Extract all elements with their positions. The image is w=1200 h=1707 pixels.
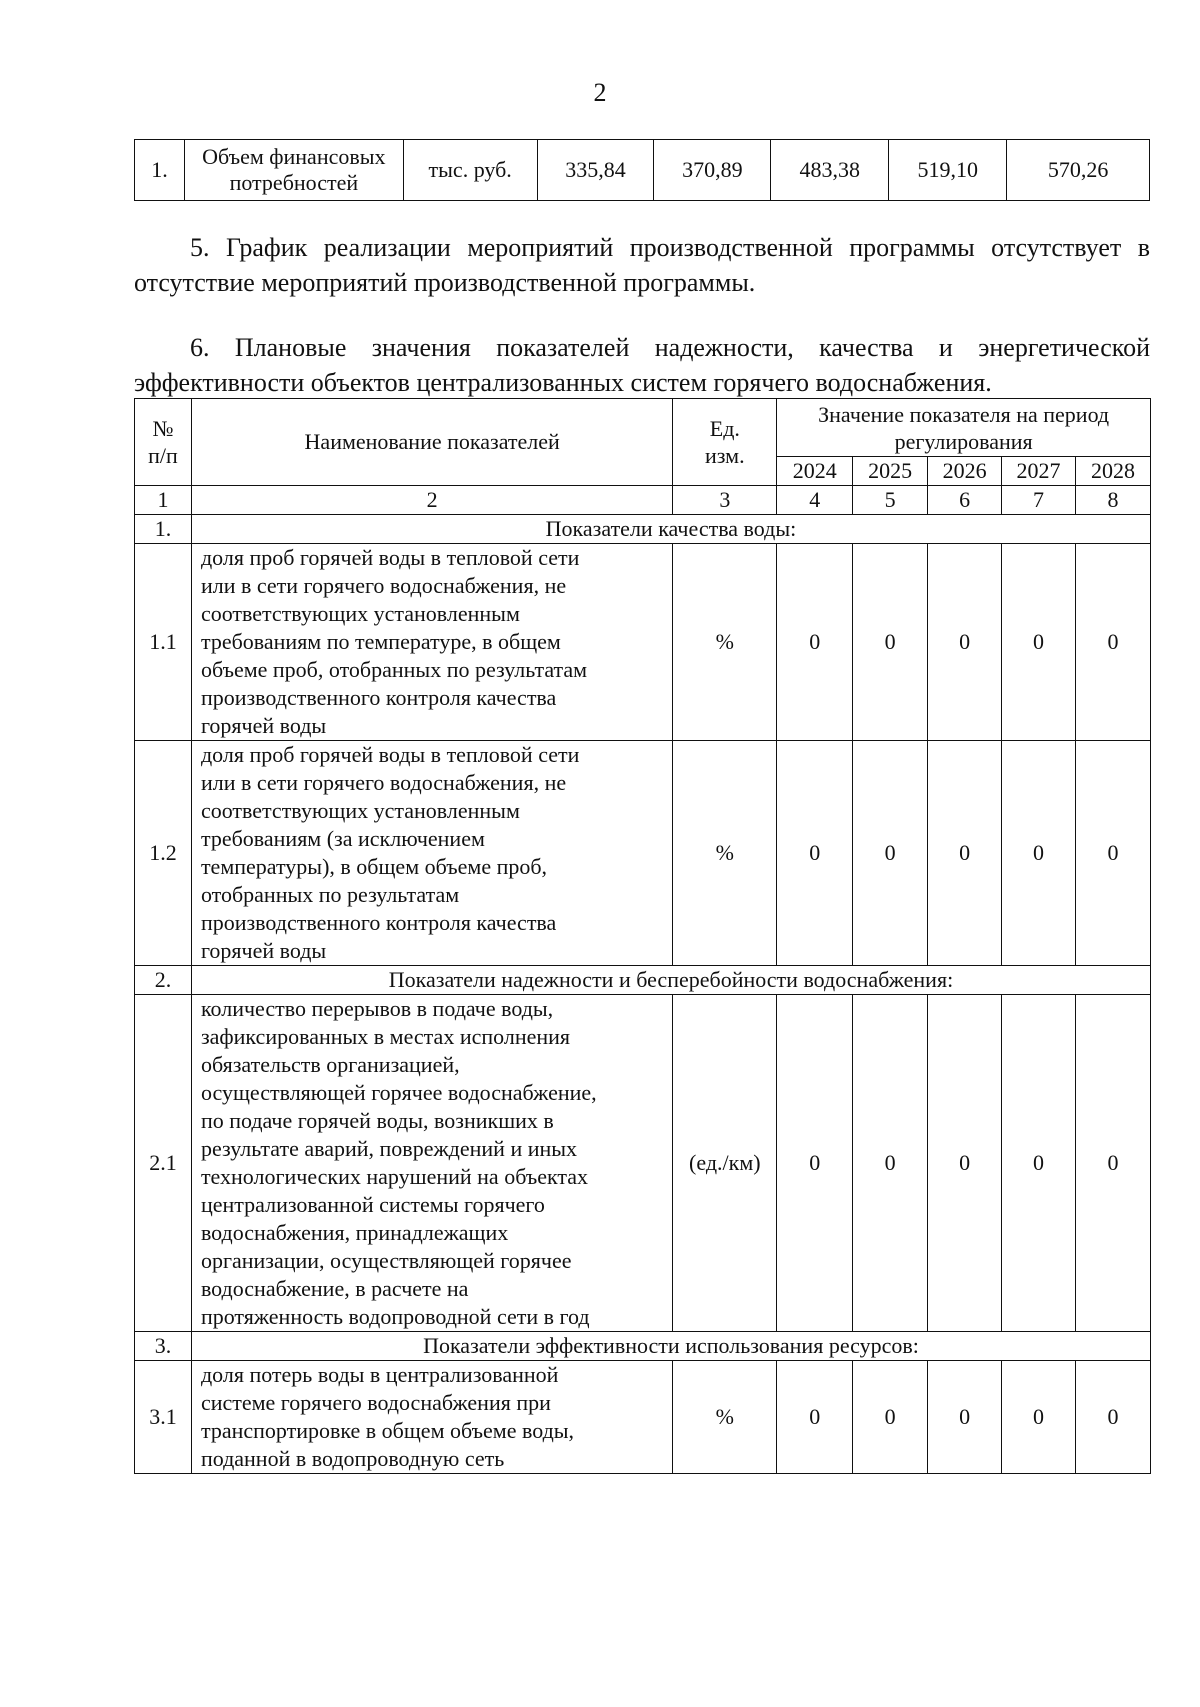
section-title: Показатели эффективности использования ресурсов:	[191, 1332, 1150, 1361]
header-period-line: Значение показателя на период	[818, 401, 1110, 427]
header-number-line: №	[152, 416, 174, 441]
indicator-description-line: поданной в водопроводную сеть	[200, 1446, 505, 1471]
indicator-description-line: температуры), в общем объеме проб,	[200, 854, 548, 879]
column-number: 5	[853, 486, 928, 515]
indicator-description-line: системе горячего водоснабжения при	[200, 1390, 551, 1415]
indicator-value: 0	[928, 1361, 1002, 1474]
indicator-description-line: протяженность водопроводной сети в год	[200, 1304, 590, 1329]
indicator-value: 0	[853, 544, 928, 741]
indicator-value: 0	[928, 741, 1002, 966]
indicators-table	[134, 398, 1151, 1474]
indicator-value: 0	[1002, 1361, 1076, 1474]
page-number: 2	[593, 78, 607, 107]
indicator-row	[135, 1361, 1151, 1474]
paragraph-5	[134, 230, 1150, 300]
indicator-value: 0	[1076, 1361, 1151, 1474]
indicator-value: 0	[928, 995, 1002, 1332]
indicators-table-body	[135, 399, 1151, 1474]
section-number: 3.	[135, 1332, 192, 1361]
indicator-description-line: транспортировке в общем объеме воды,	[200, 1418, 575, 1443]
column-number: 2	[191, 486, 672, 515]
indicator-description-line: соответствующих установленным	[200, 601, 520, 626]
header-unit-line: Ед.	[709, 416, 740, 441]
column-number: 7	[1002, 486, 1076, 515]
indicator-value: 0	[777, 741, 853, 966]
column-number: 4	[777, 486, 853, 515]
header-unit	[673, 399, 777, 486]
value-cell: 483,38	[771, 140, 889, 201]
indicator-value: 0	[1002, 995, 1076, 1332]
indicator-description-line: доля потерь воды в централизованной	[200, 1362, 559, 1387]
section-number: 1.	[135, 515, 192, 544]
indicator-unit: (ед./км)	[673, 995, 777, 1332]
indicator-description-line: по подаче горячей воды, возникших в	[200, 1108, 554, 1133]
indicator-value: 0	[1076, 544, 1151, 741]
indicator-value: 0	[1002, 741, 1076, 966]
indicator-description-line: зафиксированных в местах исполнения	[200, 1024, 571, 1049]
row-name	[184, 140, 403, 201]
column-numbers-row	[135, 486, 1151, 515]
indicator-value: 0	[777, 995, 853, 1332]
indicator-value: 0	[853, 995, 928, 1332]
indicator-description-line: производственного контроля качества	[200, 685, 557, 710]
indicator-description-line: технологических нарушений на объектах	[200, 1164, 589, 1189]
indicator-unit: %	[673, 741, 777, 966]
row-number: 1.	[135, 140, 185, 201]
header-name: Наименование показателей	[191, 399, 672, 486]
header-year: 2028	[1076, 457, 1151, 486]
indicator-description-line: отобранных по результатам	[200, 882, 460, 907]
paragraph-6	[134, 330, 1150, 400]
section-title: Показатели качества воды:	[191, 515, 1150, 544]
header-year: 2026	[928, 457, 1002, 486]
indicator-description-line: осуществляющей горячее водоснабжение,	[200, 1080, 597, 1105]
indicator-value: 0	[928, 544, 1002, 741]
indicator-description-line: или в сети горячего водоснабжения, не	[200, 573, 567, 598]
header-row	[135, 399, 1151, 457]
indicator-description-line: количество перерывов в подаче воды,	[200, 996, 554, 1021]
indicator-description-line: водоснабжение, в расчете на	[200, 1276, 469, 1301]
header-period-line: регулирования	[894, 428, 1033, 454]
column-number: 8	[1076, 486, 1151, 515]
table-row	[135, 140, 1150, 201]
indicator-description-line: требованиям (за исключением	[200, 826, 485, 851]
row-name-line: Объем финансовых	[202, 144, 386, 169]
indicator-row	[135, 741, 1151, 966]
indicator-description-line: централизованной системы горячего	[200, 1192, 545, 1217]
indicator-description-line: водоснабжения, принадлежащих	[200, 1220, 509, 1245]
indicator-description-line: организации, осуществляющей горячее	[200, 1248, 572, 1273]
section-number: 2.	[135, 966, 192, 995]
paragraph-5-text: 5. График реализации мероприятий производственной программы отсутствует в отсутствие мероприятий производственной программы.	[134, 233, 1150, 297]
financial-needs-table	[134, 139, 1150, 201]
indicator-description-line: соответствующих установленным	[200, 798, 520, 823]
indicator-description-line: горячей воды	[200, 713, 327, 738]
value-cell: 570,26	[1007, 140, 1150, 201]
indicator-value: 0	[1076, 995, 1151, 1332]
indicator-description-line: результате аварий, повреждений и иных	[200, 1136, 578, 1161]
column-number: 1	[135, 486, 192, 515]
indicator-unit: %	[673, 544, 777, 741]
indicator-description	[191, 741, 672, 966]
indicator-description	[191, 995, 672, 1332]
indicator-value: 0	[1076, 741, 1151, 966]
indicator-row	[135, 544, 1151, 741]
section-title: Показатели надежности и бесперебойности водоснабжения:	[191, 966, 1150, 995]
indicator-description-line: производственного контроля качества	[200, 910, 557, 935]
section-row	[135, 515, 1151, 544]
indicator-number: 1.2	[135, 741, 192, 966]
indicator-description-line: обязательств организацией,	[200, 1052, 460, 1077]
header-year: 2024	[777, 457, 853, 486]
indicator-description-line: объеме проб, отобранных по результатам	[200, 657, 588, 682]
row-name-line: потребностей	[229, 170, 359, 195]
indicator-number: 1.1	[135, 544, 192, 741]
indicator-value: 0	[853, 1361, 928, 1474]
indicator-number: 2.1	[135, 995, 192, 1332]
indicator-description-line: требованиям по температуре, в общем	[200, 629, 561, 654]
indicator-row	[135, 995, 1151, 1332]
value-cell: 335,84	[537, 140, 654, 201]
section-row	[135, 966, 1151, 995]
section-row	[135, 1332, 1151, 1361]
paragraph-6-text: 6. Плановые значения показателей надежности, качества и энергетической эффективности объектов централизованных систем горячего водоснабжения.	[134, 333, 1150, 397]
indicator-description	[191, 544, 672, 741]
header-year: 2027	[1002, 457, 1076, 486]
column-number: 3	[673, 486, 777, 515]
header-period	[777, 399, 1151, 457]
indicator-description-line: доля проб горячей воды в тепловой сети	[200, 545, 580, 570]
indicator-description-line: горячей воды	[200, 938, 327, 963]
value-cell: 519,10	[889, 140, 1007, 201]
header-number-line: п/п	[148, 443, 178, 468]
indicator-description-line: или в сети горячего водоснабжения, не	[200, 770, 567, 795]
indicator-number: 3.1	[135, 1361, 192, 1474]
header-unit-line: изм.	[705, 443, 745, 468]
indicator-value: 0	[1002, 544, 1076, 741]
row-unit: тыс. руб.	[403, 140, 537, 201]
header-year: 2025	[853, 457, 928, 486]
value-cell: 370,89	[654, 140, 771, 201]
indicator-unit: %	[673, 1361, 777, 1474]
indicator-description-line: доля проб горячей воды в тепловой сети	[200, 742, 580, 767]
indicator-value: 0	[777, 544, 853, 741]
column-number: 6	[928, 486, 1002, 515]
header-number	[135, 399, 192, 486]
indicator-value: 0	[853, 741, 928, 966]
indicator-value: 0	[777, 1361, 853, 1474]
indicator-description	[191, 1361, 672, 1474]
